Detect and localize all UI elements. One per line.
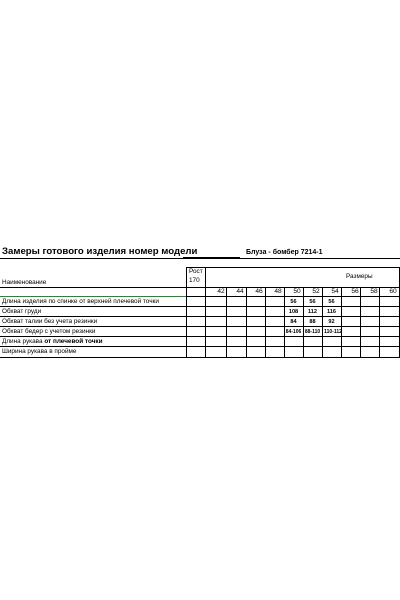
table-top-border: [0, 258, 400, 259]
rost-header: Рост: [189, 268, 203, 275]
col-divider: [226, 287, 227, 357]
table-bottom-border: [0, 357, 400, 358]
cell-length-52: 56: [309, 299, 316, 305]
row-divider: [0, 316, 400, 317]
col-divider: [360, 287, 361, 357]
model-name: Блуза - бомбер 7214-1: [246, 249, 323, 256]
selected-cell-border: [0, 296, 186, 297]
col-divider: [265, 287, 266, 357]
row-divider: [0, 306, 400, 307]
size-50: 50: [293, 288, 301, 295]
size-56: 56: [351, 288, 359, 295]
cell-chest-52: 112: [307, 309, 318, 315]
header-divider: [186, 267, 400, 268]
row-divider: [0, 346, 400, 347]
row-label-hips: Обхват бедер с учетом резинки: [2, 328, 96, 335]
row-label-waist: Обхват талии без учета резинки: [2, 318, 98, 325]
cell-hips-54: 110-112: [324, 329, 342, 335]
cell-waist-54: 92: [328, 319, 335, 325]
row-label-sleeve-length: Длина рукава от плечевой точки: [2, 338, 103, 345]
size-46: 46: [255, 288, 263, 295]
col-divider: [379, 287, 380, 357]
sheet-title: Замеры готового изделия номер модели: [2, 246, 198, 257]
size-54: 54: [331, 288, 339, 295]
cell-length-54: 56: [328, 299, 335, 305]
col-divider: [341, 287, 342, 357]
row-divider: [186, 296, 400, 297]
row-label-length: Длина изделия по спинке от верхней плечевой точки: [2, 298, 159, 305]
name-header: Наименование: [2, 279, 47, 286]
cell-length-50: 56: [290, 299, 297, 305]
row-divider: [0, 326, 400, 327]
rost-value: 170: [189, 277, 200, 284]
cell-waist-52: 88: [309, 319, 316, 325]
sizes-header: Размеры: [346, 273, 373, 280]
cell-hips-50: 84-106: [285, 329, 302, 335]
cell-hips-52: 88-110: [304, 329, 321, 335]
size-42: 42: [217, 288, 225, 295]
size-60: 60: [389, 288, 397, 295]
col-divider: [205, 267, 206, 357]
row-divider: [0, 336, 400, 337]
size-48: 48: [274, 288, 282, 295]
row-label-chest: Обхват груди: [2, 308, 42, 315]
size-44: 44: [236, 288, 244, 295]
col-divider: [246, 287, 247, 357]
cell-chest-54: 116: [326, 309, 337, 315]
cell-chest-50: 108: [288, 309, 299, 315]
size-58: 58: [370, 288, 378, 295]
row-label-sleeve-width: Ширина рукава в пройме: [2, 348, 77, 355]
cell-waist-50: 84: [290, 319, 297, 325]
size-52: 52: [312, 288, 320, 295]
col-divider: [186, 267, 187, 357]
